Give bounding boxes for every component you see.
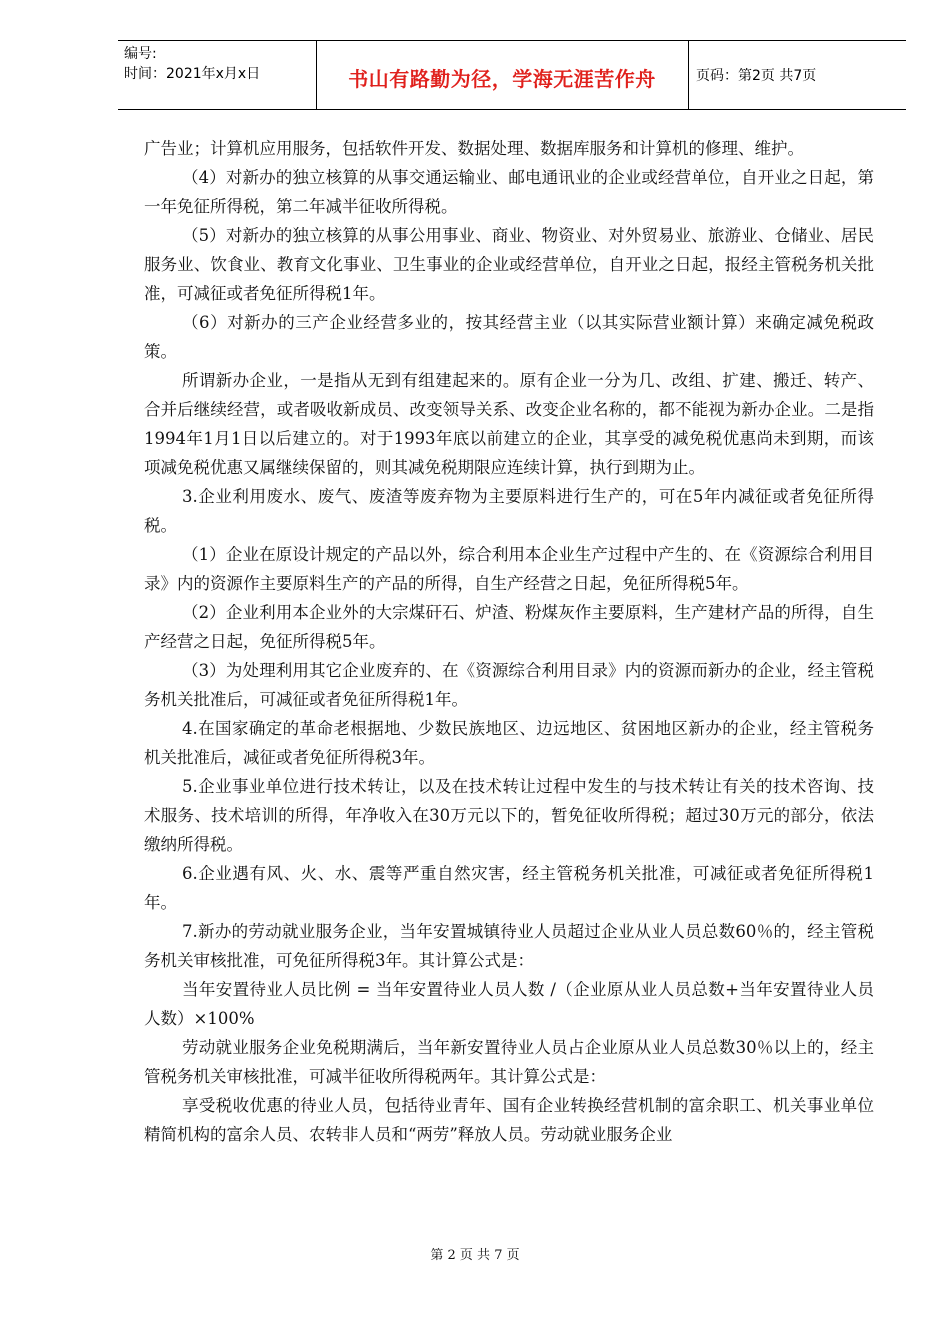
- page-header: [118, 40, 906, 110]
- time-label: 时间：2021年x月x日: [124, 66, 261, 82]
- paragraph: 6.企业遇有风、火、水、震等严重自然灾害，经主管税务机关批准，可减征或者免征所得税1年。: [144, 864, 874, 912]
- paragraph: 劳动就业服务企业免税期满后，当年新安置待业人员占企业原从业人员总数30％以上的，经主管税务机关审核批准，可减半征收所得税两年。其计算公式是：: [144, 1038, 874, 1086]
- header-left-cell: [118, 41, 317, 109]
- paragraph: 5.企业事业单位进行技术转让，以及在技术转让过程中发生的与技术转让有关的技术咨询、技术服务、技术培训的所得，年净收入在30万元以下的，暂免征收所得税；超过30万元的部分，依法缴纳所得税。: [144, 777, 874, 854]
- paragraph: （6）对新办的三产企业经营多业的，按其经营主业（以其实际营业额计算）来确定减免税政策。: [144, 313, 874, 361]
- paragraph: 广告业；计算机应用服务，包括软件开发、数据处理、数据库服务和计算机的修理、维护。: [144, 139, 804, 158]
- motto-text: 书山有路勤为径，学海无涯苦作舟: [348, 67, 656, 91]
- header-page-cell: [688, 41, 906, 109]
- paragraph: 7.新办的劳动就业服务企业，当年安置城镇待业人员超过企业从业人员总数60％的，经主管税务机关审核批准，可免征所得税3年。其计算公式是：: [144, 922, 874, 970]
- paragraph: （2）企业利用本企业外的大宗煤矸石、炉渣、粉煤灰作主要原料，生产建材产品的所得，自生产经营之日起，免征所得税5年。: [144, 603, 874, 651]
- number-label: 编号:: [124, 46, 157, 62]
- paragraph: （4）对新办的独立核算的从事交通运输业、邮电通讯业的企业或经营单位，自开业之日起，第一年免征所得税，第二年减半征收所得税。: [144, 168, 874, 216]
- paragraph: 3.企业利用废水、废气、废渣等废弃物为主要原料进行生产的，可在5年内减征或者免征所得税。: [144, 487, 874, 535]
- paragraph: 所谓新办企业，一是指从无到有组建起来的。原有企业一分为几、改组、扩建、搬迁、转产、合并后继续经营，或者吸收新成员、改变领导关系、改变企业名称的，都不能视为新办企业。二是指1994年1月1日以后建立的。对于1993年底以前建立的企业，其享受的减免税优惠尚未到期，而该项减免税优惠又属继续保留的，则其减免税期限应连续计算，执行到期为止。: [144, 371, 874, 477]
- paragraph: 4.在国家确定的革命老根据地、少数民族地区、边远地区、贫困地区新办的企业，经主管税务机关批准后，减征或者免征所得税3年。: [144, 719, 874, 767]
- page-footer: [0, 1244, 950, 1263]
- header-motto-cell: [316, 41, 689, 109]
- page-info: 页码：第2页 共7页: [696, 68, 817, 84]
- footer-page-number: 第 2 页 共 7 页: [430, 1248, 520, 1263]
- paragraph: 享受税收优惠的待业人员，包括待业青年、国有企业转换经营机制的富余职工、机关事业单位精简机构的富余人员、农转非人员和“两劳”释放人员。劳动就业服务企业: [144, 1096, 874, 1144]
- paragraph: （3）为处理利用其它企业废弃的、在《资源综合利用目录》内的资源而新办的企业，经主管税务机关批准后，可减征或者免征所得税1年。: [144, 661, 874, 709]
- document-body: [144, 134, 874, 1149]
- paragraph: 当年安置待业人员比例 = 当年安置待业人员人数 /（企业原从业人员总数+当年安置待业人员人数）×100%: [144, 980, 874, 1028]
- paragraph: （1）企业在原设计规定的产品以外，综合利用本企业生产过程中产生的、在《资源综合利用目录》内的资源作主要原料生产的产品的所得，自生产经营之日起，免征所得税5年。: [144, 545, 874, 593]
- paragraph: （5）对新办的独立核算的从事公用事业、商业、物资业、对外贸易业、旅游业、仓储业、居民服务业、饮食业、教育文化事业、卫生事业的企业或经营单位，自开业之日起，报经主管税务机关批准，可减征或者免征所得税1年。: [144, 226, 874, 303]
